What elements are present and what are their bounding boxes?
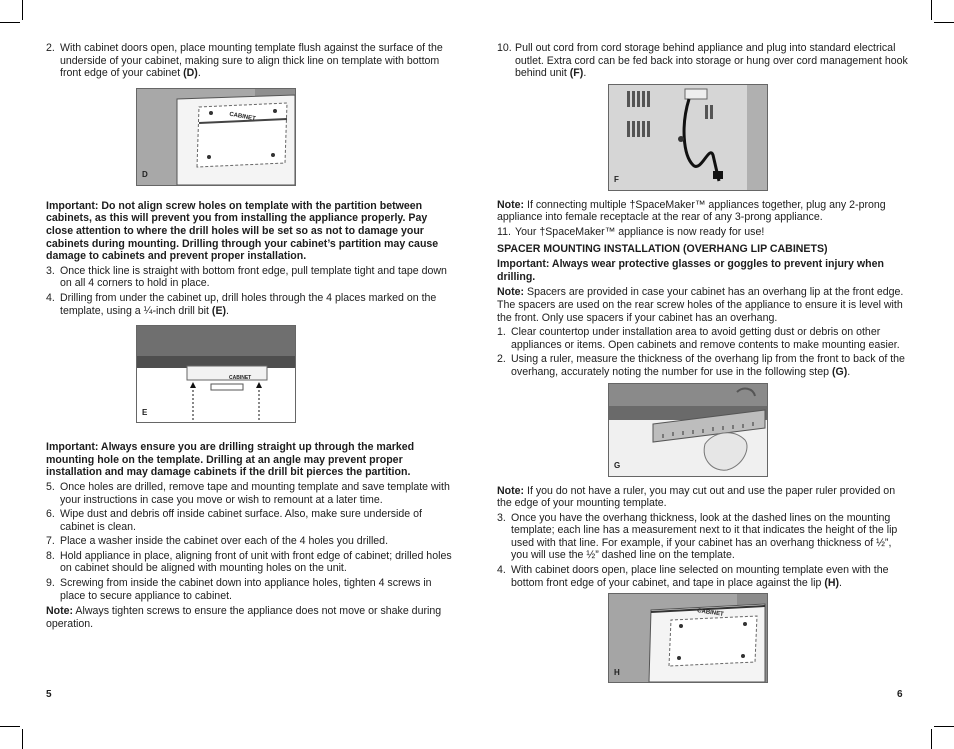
figure-f: [608, 84, 768, 191]
important-goggles: Important: Always wear protective glasses or goggles to prevent injury when drilling.: [497, 258, 884, 283]
crop-mark: [931, 0, 932, 20]
page-number-right: 6: [897, 689, 903, 700]
step-7: 7. Place a washer inside the cabinet over each of the 4 holes you drilled.: [46, 535, 389, 548]
figure-d: [136, 88, 296, 186]
note-spacemaker-connection: Note: If connecting multiple †SpaceMaker™ appliances together, plug any 2-prong appliance into female receptacle at the rear of any 3-prong appliance.: [497, 198, 886, 224]
step-6: 6. Wipe dust and debris off inside cabinet surface. Also, make sure underside of cabinet is clean.: [46, 508, 422, 533]
figure-h-label: H: [614, 667, 620, 677]
spacer-step-1: 1. Clear countertop under installation area to avoid getting dust or debris on other appliances or items. Open cabinets and remove contents to make mounting easier.: [497, 326, 900, 351]
spacer-heading: SPACER MOUNTING INSTALLATION (OVERHANG LIP CABINETS): [497, 242, 828, 255]
note-spacers: Note: Spacers are provided in case your cabinet has an overhang lip at the front edge. The spacers are used on the rear screw holes of the appliance to ensure it is level with the front. Only use spacers if your cabinet has an overhang.: [497, 286, 904, 324]
figure-e: [136, 325, 296, 423]
step-3: 3. Once thick line is straight with bottom front edge, pull template tight and tape down on all 4 corners to hold in place.: [46, 264, 447, 290]
figure-g: [608, 383, 768, 477]
spacer-step-3: 3. Once you have the overhang thickness, look at the dashed lines on the mounting template; each line has a measurement next to it that indicates the height of the lip used with that line. For example, if your cabinet has an overhang thickness of ½”, you will use the ½” dashed line on the template.: [497, 511, 898, 562]
figure-h-cabinet-text: CABINET: [696, 608, 725, 619]
step-8: 8. Hold appliance in place, aligning front of unit with front edge of cabinet; drilled holes on cabinet should be aligned with mounting holes on the unit.: [46, 549, 452, 575]
step-2: 2. With cabinet doors open, place mounting template flush against the surface of the underside of your cabinet, making sure to align thick line on template with bottom front edge of your cabinet (D).: [46, 42, 443, 80]
figure-h: [608, 593, 768, 683]
important-notice-1: Important: Do not align screw holes on template with the partition between cabinets, as this will prevent you from installing the appliance properly. Pay close attention to where the drill holes will be set so as not to damage your cabinets during mounting. Drilling through your cabinet’s partition may cause damage to cabinets and prevent proper installation.: [46, 199, 439, 263]
figure-f-illustration: [609, 85, 767, 190]
figure-e-label: E: [142, 407, 148, 417]
important-notice-2: Important: Always ensure you are drilling straight up through the marked mounting hole on the template. Drilling at an angle may prevent proper installation and may damage cabinets if the drill bit pierces the partition.: [46, 441, 415, 479]
left-page: [46, 42, 452, 630]
spacer-step-2: 2. Using a ruler, measure the thickness of the overhang lip from the front to back of the overhang, accurately noting the number for use in the following step (G).: [497, 353, 905, 378]
step-10: 10. Pull out cord from cord storage behind appliance and plug into standard electrical outlet. Extra cord can be fed back into storage or hung over cord management hook behind unit (F).: [497, 42, 908, 80]
crop-mark: [0, 22, 20, 23]
step-5: 5. Once holes are drilled, remove tape and mounting template and save template with your instructions in case you move or wish to remount at a later time.: [46, 480, 450, 506]
spacer-step-4: 4. With cabinet doors open, place line selected on mounting template even with the bottom front edge of your cabinet, and tape in place against the lip (H).: [497, 564, 889, 589]
figure-h-illustration: [609, 594, 767, 682]
figure-e-illustration: [137, 326, 295, 422]
crop-mark: [934, 22, 954, 23]
note-paper-ruler: Note: If you do not have a ruler, you may cut out and use the paper ruler provided on the edge of your mounting template.: [497, 484, 896, 510]
page-number-left: 5: [46, 689, 52, 700]
note-tighten-screws: Note: Always tighten screws to ensure the appliance does not move or shake during operation.: [46, 605, 442, 630]
crop-mark: [22, 729, 23, 749]
step-9: 9. Screwing from inside the cabinet down into appliance holes, tighten 4 screws in place to secure appliance to cabinet.: [46, 577, 432, 602]
crop-mark: [934, 726, 954, 727]
step-4: 4. Drilling from under the cabinet up, drill holes through the 4 places marked on the template, using a ¼-inch drill bit (E).: [46, 291, 437, 317]
figure-g-illustration: [609, 384, 767, 476]
figure-d-cabinet-text: CABINET: [228, 111, 257, 123]
right-page: [497, 42, 909, 683]
figure-d-illustration: [137, 89, 295, 185]
crop-mark: [931, 729, 932, 749]
crop-mark: [0, 726, 20, 727]
figure-e-cabinet-text: CABINET: [229, 375, 252, 382]
figure-g-label: G: [614, 460, 621, 470]
crop-mark: [22, 0, 23, 20]
figure-d-label: D: [142, 170, 148, 180]
figure-f-label: F: [614, 175, 619, 185]
step-11: 11. Your †SpaceMaker™ appliance is now ready for use!: [497, 225, 765, 238]
